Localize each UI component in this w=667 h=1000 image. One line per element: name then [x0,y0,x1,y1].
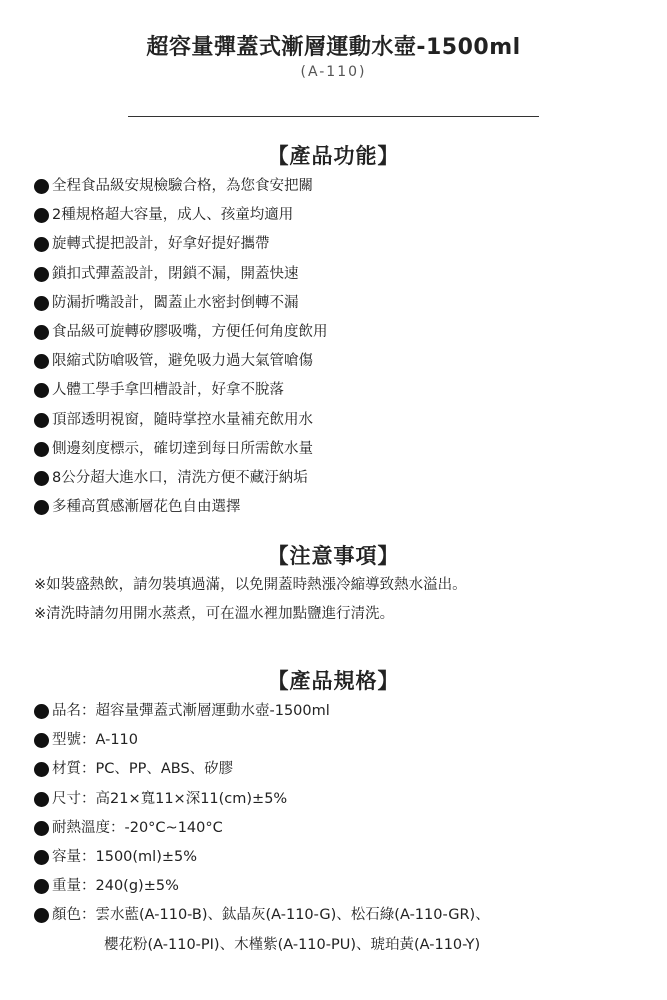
spec-item: 重量：240(g)±5% [34,872,490,901]
list-item: 2種規格超大容量，成人、孩童均適用 [34,201,328,230]
bullet-icon [34,821,49,836]
bullet-icon [34,442,49,457]
list-item: 食品級可旋轉矽膠吸嘴，方便任何角度飲用 [34,318,328,347]
bullet-icon [34,908,49,923]
bullet-icon [34,325,49,340]
spec-item: 品名：超容量彈蓋式漸層運動水壺-1500ml [34,697,490,726]
list-item: 限縮式防嗆吸管，避免吸力過大氣管嗆傷 [34,347,328,376]
model-number: (A-110) [300,64,367,80]
bullet-icon [34,762,49,777]
list-item: 頂部透明視窗，隨時掌控水量補充飲用水 [34,406,328,435]
spec-item: 尺寸：高21×寬11×深11(cm)±5% [34,785,490,814]
bullet-icon [34,500,49,515]
bullet-icon [34,792,49,807]
spec-item: 容量：1500(ml)±5% [34,843,490,872]
bullet-icon [34,471,49,486]
bullet-icon [34,237,49,252]
list-item: 防漏折嘴設計，闔蓋止水密封倒轉不漏 [34,289,328,318]
list-item: 側邊刻度標示，確切達到每日所需飲水量 [34,435,328,464]
bullet-icon [34,879,49,894]
spec-item-continuation: 櫻花粉(A-110-PI)、木槿紫(A-110-PU)、琥珀黃(A-110-Y) [104,936,481,953]
divider [128,116,539,117]
list-item: 8公分超大進水口，清洗方便不藏汙納垢 [34,464,328,493]
bullet-icon [34,704,49,719]
list-item: 人體工學手拿凹槽設計，好拿不脫落 [34,376,328,405]
specs-heading: 【產品規格】 [267,669,400,693]
list-item: 鎖扣式彈蓋設計，閉鎖不漏，開蓋快速 [34,260,328,289]
bullet-icon [34,179,49,194]
bullet-icon [34,383,49,398]
note-item: ※清洗時請勿用開水蒸煮，可在溫水裡加點鹽進行清洗。 [34,606,395,622]
list-item: 多種高質感漸層花色自由選擇 [34,493,328,522]
notes-heading: 【注意事項】 [267,544,400,568]
bullet-icon [34,267,49,282]
note-item: ※如裝盛熱飲，請勿裝填過滿，以免開蓋時熱漲冷縮導致熱水溢出。 [34,577,467,593]
product-title: 超容量彈蓋式漸層運動水壺-1500ml [146,35,521,60]
list-item: 旋轉式提把設計，好拿好提好攜帶 [34,230,328,259]
list-item: 全程食品級安規檢驗合格，為您食安把關 [34,172,328,201]
spec-item: 型號：A-110 [34,726,490,755]
features-list [34,172,328,522]
spec-item: 耐熱溫度：-20°C~140°C [34,814,490,843]
bullet-icon [34,208,49,223]
bullet-icon [34,354,49,369]
bullet-icon [34,413,49,428]
spec-item: 材質：PC、PP、ABS、矽膠 [34,755,490,784]
bullet-icon [34,850,49,865]
features-heading: 【產品功能】 [267,144,400,168]
bullet-icon [34,733,49,748]
spec-item: 顏色：雲水藍(A-110-B)、鈦晶灰(A-110-G)、松石綠(A-110-GR)、 [34,901,490,930]
bullet-icon [34,296,49,311]
notes-list [34,571,467,629]
specs-list [34,697,490,960]
